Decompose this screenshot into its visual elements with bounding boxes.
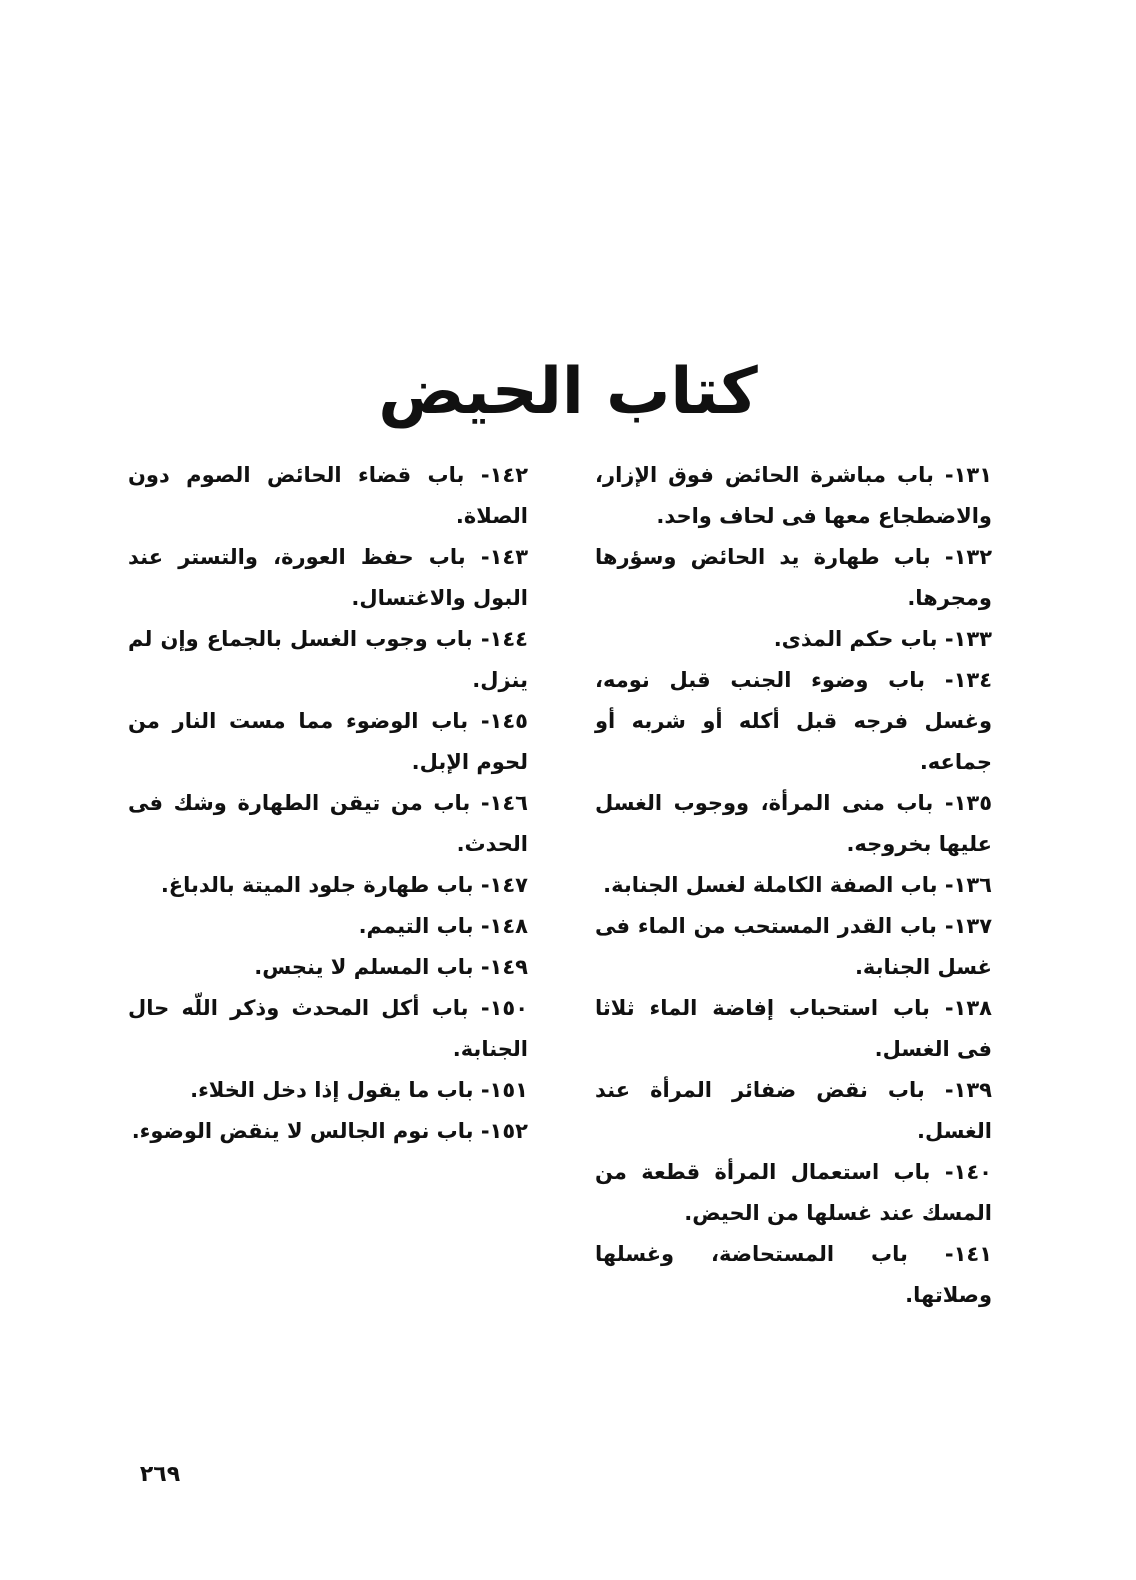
- toc-entry: ١٣٤- باب وضوء الجنب قبل نومه، وغسل فرجه قبل أكله أو شربه أو جماعه.: [595, 668, 993, 774]
- toc-entry: ١٣٩- باب نقض ضفائر المرأة عند الغسل.: [595, 1078, 992, 1143]
- toc-entry: ١٤١- باب المستحاضة، وغسلها وصلاتها.: [595, 1242, 993, 1307]
- toc-entry: ١٤٠- باب استعمال المرأة قطعة من المسك عند غسلها من الحيض.: [595, 1160, 992, 1225]
- toc-entry: ١٥٠- باب أكل المحدث وذكر اللّه حال الجنابة.: [128, 996, 529, 1061]
- toc-entry: ١٣٦- باب الصفة الكاملة لغسل الجنابة.: [603, 873, 992, 897]
- toc-entry: ١٣٢- باب طهارة يد الحائض وسؤرها ومجرها.: [595, 545, 993, 610]
- toc-entry: ١٤٨- باب التيمم.: [358, 914, 528, 938]
- toc-entry: ١٤٥- باب الوضوء مما مست النار من لحوم الإبل.: [128, 709, 528, 774]
- toc-column-right: [595, 455, 992, 1316]
- toc-entry: ١٣١- باب مباشرة الحائض فوق الإزار، والاضطجاع معها فى لحاف واحد.: [595, 463, 993, 528]
- toc-entry: ١٣٨- باب استحباب إفاضة الماء ثلاثا فى الغسل.: [595, 996, 992, 1061]
- toc-entry: ١٥٢- باب نوم الجالس لا ينقض الوضوء.: [131, 1119, 528, 1143]
- toc-entry: ١٤٦- باب من تيقن الطهارة وشك فى الحدث.: [128, 791, 528, 856]
- chapter-title: كتاب الحيض: [378, 355, 758, 429]
- toc-entry: ١٤٧- باب طهارة جلود الميتة بالدباغ.: [160, 873, 528, 897]
- toc-entry: ١٤٣- باب حفظ العورة، والتستر عند البول والاغتسال.: [128, 545, 529, 610]
- toc-entry: ١٤٢- باب قضاء الحائض الصوم دون الصلاة.: [128, 463, 529, 528]
- toc-entry: ١٤٩- باب المسلم لا ينجس.: [254, 955, 528, 979]
- toc-entry: ١٥١- باب ما يقول إذا دخل الخلاء.: [190, 1078, 528, 1102]
- toc-entry: ١٤٤- باب وجوب الغسل بالجماع وإن لم ينزل.: [128, 627, 528, 692]
- toc-entry: ١٣٧- باب القدر المستحب من الماء فى غسل الجنابة.: [595, 914, 993, 979]
- toc-entry: ١٣٣- باب حكم المذى.: [773, 627, 992, 651]
- page-number: ٢٦٩: [139, 1462, 181, 1487]
- toc-column-left: [128, 455, 528, 1152]
- toc-entry: ١٣٥- باب منى المرأة، ووجوب الغسل عليها بخروجه.: [595, 791, 993, 856]
